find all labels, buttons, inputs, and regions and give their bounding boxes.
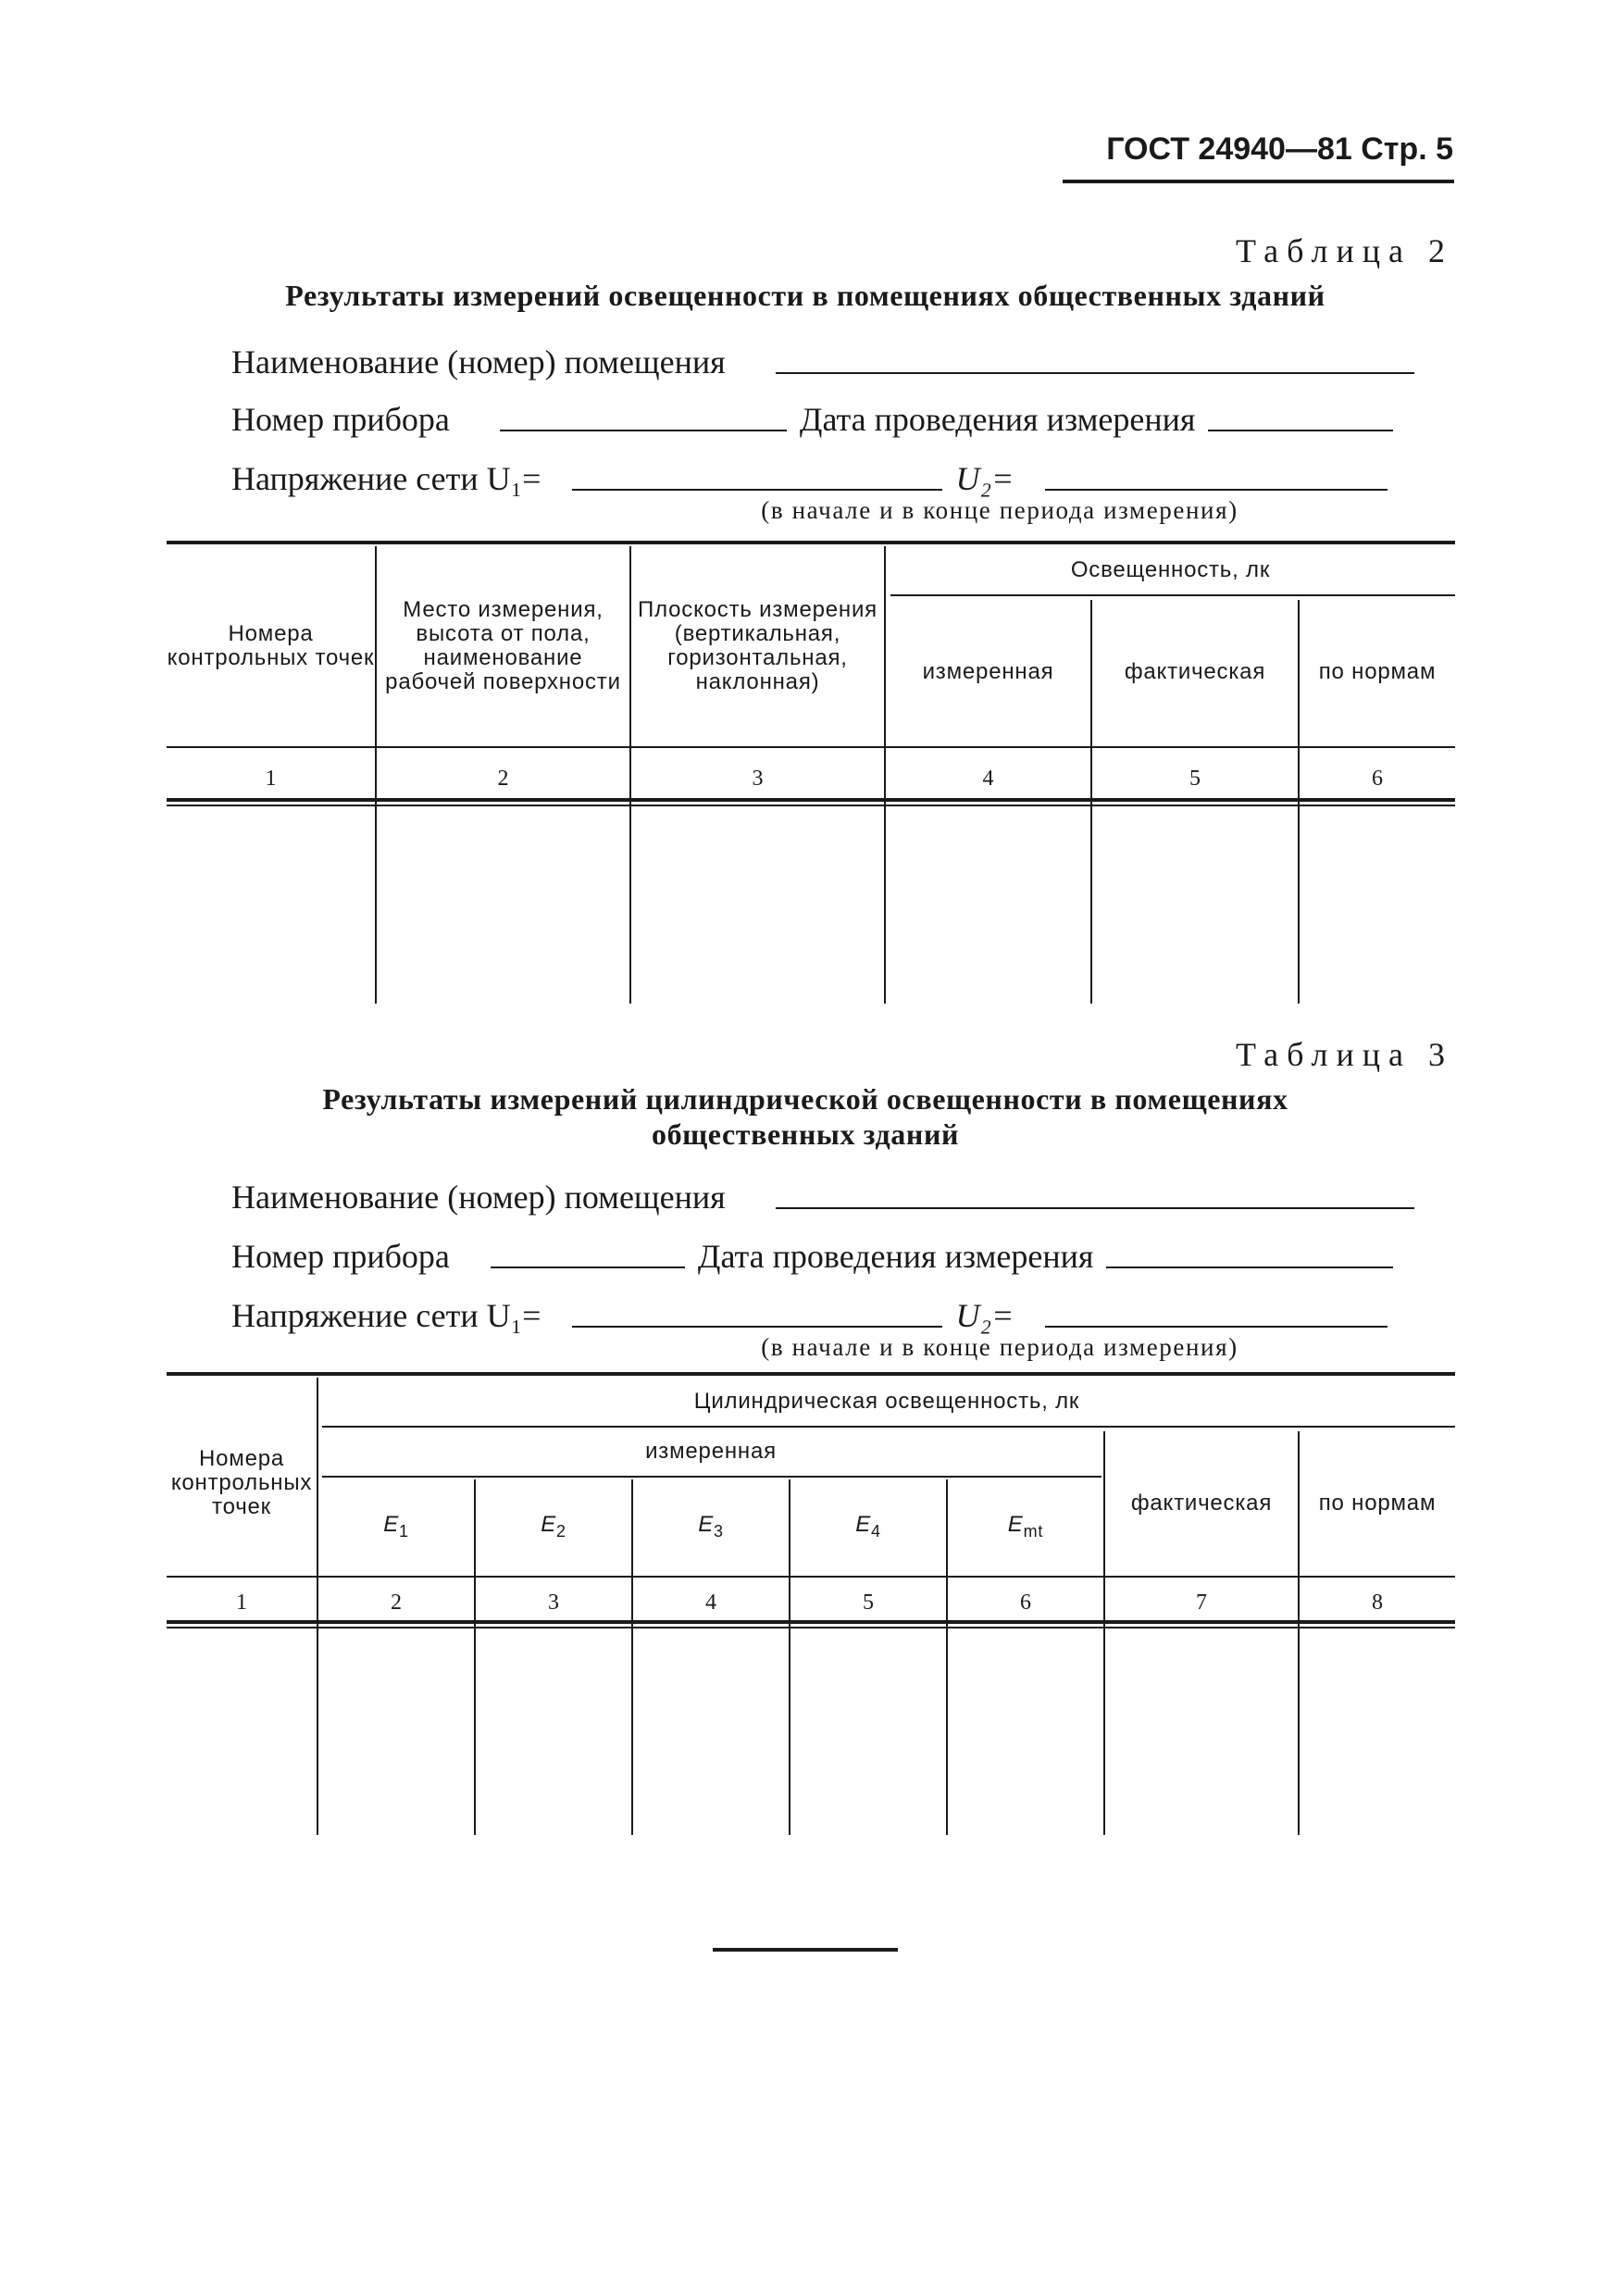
table3-number-rule [167, 1627, 1455, 1628]
table2-header-illuminance: Освещенность, лк [1070, 557, 1271, 582]
table3-header-e2 [476, 1479, 631, 1576]
header-rule [1063, 180, 1454, 183]
table2-header-place: Место измерения, высота от пола, наименование рабочей поверхности [385, 597, 621, 694]
table2-col-number: 3 [752, 767, 764, 791]
table3-col-number: 1 [236, 1591, 247, 1615]
table3-header-cylindrical: Цилиндрическая освещенность, лк [693, 1389, 1080, 1414]
u2-fill-line [1045, 1326, 1388, 1328]
table2-header-norm: по нормам [1318, 659, 1437, 684]
table3-number-rule [167, 1620, 1455, 1624]
table3-voltage-line [231, 1296, 1388, 1335]
table3-header-e4 [790, 1479, 946, 1576]
emt-label: $E_{mt}$ [1007, 1511, 1044, 1541]
table3-col-number: 3 [548, 1591, 559, 1615]
u2-fill-line [1045, 489, 1388, 491]
table3-top-rule [167, 1372, 1455, 1376]
table3-col-number: 6 [1020, 1591, 1031, 1615]
device-label: Номер прибора [231, 401, 450, 438]
table2-voltage-line [231, 459, 1388, 498]
u2-label: U₂= [955, 460, 1014, 497]
table2-header-actual: фактическая [1124, 659, 1266, 684]
table3-subgroup-rule [322, 1476, 1101, 1478]
voltage-label: Напряжение сети U₁= [231, 1297, 541, 1334]
table2-label: Таблица 2 [1236, 232, 1453, 269]
table3-header-e3 [633, 1479, 789, 1576]
table3-col-number: 8 [1372, 1591, 1383, 1615]
table3-col-number: 2 [391, 1591, 402, 1615]
e4-label: $E_4$ [855, 1511, 881, 1541]
e1-label: $E_1$ [383, 1511, 409, 1541]
table3-title-line2: общественных зданий [651, 1117, 960, 1151]
device-fill-line [500, 430, 787, 431]
table3-label: Таблица 3 [1236, 1036, 1453, 1073]
table2-title: Результаты измерений освещенности в помещениях общественных зданий [285, 279, 1326, 312]
table3-header-norm: по нормам [1318, 1491, 1437, 1516]
table2-device-line [231, 400, 1393, 439]
u1-fill-line [572, 489, 942, 491]
table3-note: (в начале и в конце периода измерения) [761, 1333, 1238, 1361]
document-reference: ГОСТ 24940—81 Стр. 5 [1106, 131, 1453, 167]
table3-device-line [231, 1237, 1393, 1276]
u2-label: U₂= [955, 1297, 1014, 1334]
table2-header-plane: Плоскость измерения (вертикальная, горизонтальная, наклонная) [638, 597, 877, 694]
device-label: Номер прибора [231, 1238, 450, 1275]
table3-header-rule [167, 1576, 1455, 1578]
room-fill-line [776, 1207, 1414, 1209]
table2-col-number: 5 [1189, 767, 1201, 791]
voltage-label: Напряжение сети U₁= [231, 460, 541, 497]
date-fill-line [1208, 430, 1393, 431]
table3-title-line1: Результаты измерений цилиндрической освещенности в помещениях [322, 1082, 1288, 1116]
date-label: Дата проведения измерения [697, 1238, 1094, 1275]
date-fill-line [1106, 1267, 1393, 1268]
table3 [167, 1372, 1455, 1835]
room-label: Наименование (номер) помещения [231, 343, 726, 381]
table2-room-line [231, 343, 1414, 381]
table2-header-points: Номера контрольных точек [167, 621, 375, 670]
table2-number-rule [167, 798, 1455, 802]
date-label: Дата проведения измерения [799, 401, 1196, 438]
table2 [167, 541, 1455, 1004]
e3-label: $E_3$ [698, 1511, 724, 1541]
table3-header-emt [948, 1479, 1103, 1576]
table3-header-e1 [318, 1479, 474, 1576]
u1-fill-line [572, 1326, 942, 1328]
table2-group-rule [890, 594, 1455, 596]
table2-col-number: 4 [982, 767, 994, 791]
table3-room-line [231, 1178, 1414, 1217]
table3-col-number: 7 [1196, 1591, 1207, 1615]
room-fill-line [776, 372, 1414, 374]
table2-col-number: 6 [1372, 767, 1383, 791]
room-label: Наименование (номер) помещения [231, 1179, 726, 1216]
table2-number-rule [167, 805, 1455, 806]
table2-col-number: 2 [497, 767, 509, 791]
table2-note: (в начале и в конце периода измерения) [761, 496, 1238, 524]
table2-header-rule [167, 746, 1455, 748]
table2-header-measured: измеренная [922, 659, 1054, 684]
table3-col-number: 4 [705, 1591, 716, 1615]
e2-label: $E_2$ [541, 1511, 566, 1541]
table3-col-number: 5 [863, 1591, 874, 1615]
table2-top-rule [167, 541, 1455, 544]
table3-header-actual: фактическая [1130, 1491, 1273, 1516]
device-fill-line [491, 1267, 685, 1268]
table3-header-measured: измеренная [645, 1439, 777, 1464]
end-of-page-rule [713, 1948, 898, 1952]
table2-col-number: 1 [265, 767, 277, 791]
table3-header-points: Номера контрольных точек [170, 1446, 313, 1519]
